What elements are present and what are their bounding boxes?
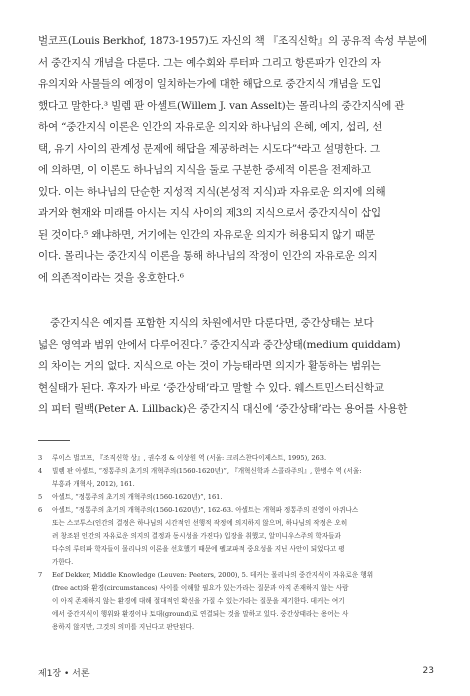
footnote-number: 4	[38, 467, 43, 475]
text-line: 벌코프(Louis Berkhof, 1873-1957)도 자신의 책 『조직신학』의 공유적 속성 부분에	[38, 35, 427, 47]
footnote-line: 가한다.	[52, 558, 74, 566]
text-line: 현실태가 된다. 후자가 바로 ‘중간상태’라고 말할 수 있다. 웨스트민스터신학교	[38, 381, 384, 394]
footnote-line: 용하지 않지만, 그것의 의미를 지닌다고 판단된다.	[52, 623, 195, 631]
text-line: 에 의하면, 이 이론도 하나님의 지식을 둘로 구분한 중세적 이론을 전제하고	[38, 164, 371, 176]
text-line: 이다. 몰리나는 중간지식 이론을 통해 하나님의 작정이 인간의 자유로운 의지	[38, 250, 378, 262]
text-line: 서 중간지식 개념을 다룬다. 그는 예수회와 루터파 그리고 항론파가 인간의 자	[38, 56, 381, 69]
text-line: 하여 “중간지식 이론은 인간의 자유로운 의지와 하나님의 은혜, 예지, 섭리, 선	[38, 121, 383, 133]
running-footer-chapter: 제1장 • 서론	[38, 669, 90, 679]
footnote-line: 아셀트, “정통주의 초기의 개혁주의(1560-1620년)”, 162-63. 아셀트는 개혁파 정통주의 진영이 아퀴나스	[52, 506, 359, 514]
paragraph-2	[38, 316, 434, 424]
page-number: 23	[422, 666, 434, 676]
text-line: 있다. 이는 하나님의 단순한 지성적 지식(본성적 지식)과 자유로운 의지에 의해	[38, 185, 386, 198]
text-line: 유의지와 사물들의 예정이 일치하는가에 대한 해답으로 중간지식 개념을 도입	[38, 78, 382, 90]
footnote-text	[52, 452, 434, 465]
text-line: 에 의존적이라는 것을 옹호한다.⁶	[38, 271, 184, 284]
footnote-text	[52, 465, 434, 491]
footnote	[38, 491, 434, 504]
footnote	[38, 465, 434, 491]
footnotes	[38, 452, 434, 634]
footnote-number: 5	[38, 493, 43, 501]
footnote-text	[52, 569, 434, 634]
footnote-line: 려 창조된 인간의 자유로운 의지의 결정과 동시성을 가진다) 입장을 취했고, 알미니우스주의 학자들과	[52, 532, 341, 540]
footnote-line: 이 아직 존재하지 않는 환경에 대해 절대적인 확신을 가질 수 있는가라는 질문을 제기한다. 데커는 여기	[52, 597, 345, 605]
text-line: 과거와 현재와 미래를 아시는 지식 사이의 제3의 지식으로서 중간지식이 삽입	[38, 207, 381, 219]
footnote-number: 3	[38, 454, 43, 462]
footnote-line: 아셀트, “정통주의 초기의 개혁주의(1560-1620년)”, 161.	[52, 493, 223, 501]
footnote-line: 부흥과 개혁사, 2012), 161.	[52, 480, 135, 488]
paragraph-1	[38, 34, 434, 292]
footnote-divider	[38, 440, 70, 441]
text-line: 택, 유기 사이의 관계성 문제에 해답을 제공하려는 시도다”⁴라고 설명한다. 그	[38, 142, 380, 155]
footnote-line: 에서 중간지식이 행위와 환경이나 토대(ground)로 연결되는 것을 말하고 있다. 중간상태라는 용어는 사	[52, 610, 349, 618]
footnote-number: 7	[38, 571, 43, 579]
footnote-text	[52, 504, 434, 569]
footnote-number: 6	[38, 506, 43, 514]
text-line: 넓은 영역과 범위 안에서 다루어진다.⁷ 중간지식과 중간상태(medium quiddam)	[38, 338, 401, 351]
text-line: 의 차이는 거의 없다. 지식으로 아는 것이 가능태라면 의지가 활동하는 범위는	[38, 360, 381, 372]
footnote-line: 루이스 벌코프, 『조직신학 상』, 권수경 & 이상원 역 (서울: 크리스찬다이제스트, 1995), 263.	[52, 454, 327, 462]
text-line: 된 것이다.⁵ 왜냐하면, 거기에는 인간의 자유로운 의지가 허용되지 않기 때문	[38, 228, 375, 241]
footnote	[38, 504, 434, 569]
text-line: 의 피터 릴백(Peter A. Lillback)은 중간지식 대신에 ‘중간상태’라는 용어를 사용한	[38, 403, 408, 415]
footnote-line: Eef Dekker, Middle Knowledge (Leuven: Peeters, 2000), 5. 데커는 몰리나의 중간지식이 자유로운 행위	[52, 571, 374, 579]
footnote-line: 빌렘 판 아셀트, “정통주의 초기의 개혁주의(1560-1620년)”, 『개혁신학과 스콜라주의』, 한병수 역 (서울:	[52, 467, 362, 475]
footnote-text	[52, 491, 434, 504]
footnote	[38, 452, 434, 465]
main-text	[38, 34, 434, 424]
footnote-line: 다수의 루터파 학자들이 몰리나의 이론을 선호했기 때문에 펠교파적 중요성을 지닌 사안이 되었다고 평	[52, 545, 345, 553]
text-line: 중간지식은 예지를 포함한 지식의 차원에서만 다룬다면, 중간상태는 보다	[50, 317, 374, 329]
footnote	[38, 569, 434, 634]
footnote-line: (free act)와 환경(circumstances) 사이를 이해할 필요가 있는가라는 질문과 아직 존재하지 않는 사람	[52, 584, 349, 592]
footnote-line: 또는 스코투스(인간의 결정은 하나님의 시간적인 선행적 작정에 의지하지 않으며, 하나님의 작정은 오히	[52, 519, 348, 527]
text-line: 했다고 말한다.³ 빌렘 판 아셀트(Willem J. van Asselt)는 몰리나의 중간지식에 관	[38, 99, 405, 112]
